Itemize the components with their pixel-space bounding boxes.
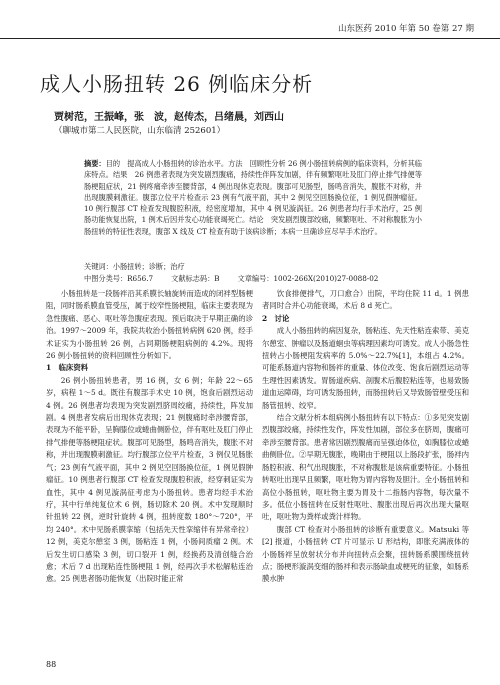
article-meta bbox=[84, 261, 422, 284]
body-paragraph: 小肠扭转是一段肠袢沿其系膜长轴旋转而造成的闭袢型肠梗阻，同时肠系膜血管受压，属于绞窄性肠梗阻，临床主要表现为急性腹痛、恶心、呕吐等急腹症表现。预后取决于早期正确的诊治。1997～2009 年，我院共收治小肠扭转病例 620 例，经手术证实为小肠扭转 26 例，占同期肠梗阻病例的 4.2%。现将 26 例小肠扭转的资料回顾性分析如下。 bbox=[46, 289, 253, 361]
body-paragraph: 结合文献分析本组病例小肠扭转有以下特点：①多见突发剧烈腹部绞痛，持续性发作，阵发性加剧，部位多在脐周，腹痛可牵涉至腰背部。患者常因剧烈腹痛而呈强迫体位，如胸膝位或蜷曲侧卧位。②早期无腹胀，晚期由于梗阻以上肠段扩张，肠袢内肠腔积液、积气出现腹胀，不对称腹胀是该病重要特征。小肠扭转呕吐出现早且频繁，呕吐物为胃内容物及胆汁。全小肠扭转和高位小肠扭转，呕吐物主要为胃及十二指肠内容物，每次量不多。低位小肠扭转在反射性呕吐、腹胀出现后再次出现大量呕吐，呕吐物为粪样或粪汁样物。 bbox=[262, 413, 469, 522]
abstract-label: 摘要： bbox=[84, 159, 106, 168]
clc-number: 中图分类号：R656.7 bbox=[84, 273, 154, 283]
doc-code: 文献标志码：B bbox=[171, 273, 220, 283]
article-title: 成人小肠扭转 26 例临床分析 bbox=[40, 72, 314, 96]
body-paragraph: 腹部 CT 检查对小肠扭转的诊断有重要意义。Matsuki 等[2] 报道，小肠扭转 CT 片可显示 U 形结构，即胀充满液体的小肠肠袢呈放射状分布并向扭转点会聚，扭转肠系膜围绕扭转点；肠梗形漩涡变细的肠袢和表示肠缺血或梗死的征象，如肠系膜水肿 bbox=[262, 524, 469, 584]
article-number: 文章编号：1002-266X(2010)27-0088-02 bbox=[237, 273, 379, 283]
body-right-column bbox=[262, 288, 469, 586]
section-heading: 1 临床资料 bbox=[46, 363, 89, 373]
journal-header bbox=[0, 22, 500, 39]
classification-row bbox=[84, 273, 422, 285]
keywords: 关键词：小肠扭转；诊断；治疗 bbox=[84, 262, 185, 271]
body-left-column bbox=[46, 288, 253, 586]
authors: 贾树范，王振峰，张 波，赵传杰，吕绪晨，刘西山 bbox=[54, 112, 284, 123]
abstract bbox=[84, 158, 422, 237]
affiliation: （聊城市第二人民医院，山东临清 252601） bbox=[54, 126, 226, 136]
page-number: 88 bbox=[46, 660, 57, 669]
body-paragraph: 26 例小肠扭转患者，男 16 例，女 6 例；年龄 22～65 岁，病程 1～5 d。既往有腹部手术史 10 例，饱食后剧烈运动 4 例。26 例患者均表现为突发剧烈脐周绞痛，持续性，阵发加剧。4 例患者发病后出现休克表现；21 例腹痛时牵涉腰背部，表现为不能平卧，呈胸膝位或蜷曲侧卧位，伴有呕吐及肛门停止排气排便等肠梗阻症状。腹部可见肠型，肠鸣音消失，腹胀不对称，并出现腹膜刺激征。均行腹部立位平片检查，3 例仅见肠胀气；23 例有气液平面，其中 2 例见空回肠换位征，1 例见假肿瘤征。10 例患者行腹部 CT 检查发现腹腔积液，经穿刺证实为血性，其中 4 例见漩涡征考虑为小肠扭转。患者均经手术治疗，其中行单纯复位术 6 例，肠切除术 20 例。术中发现顺时针扭转 22 例，逆时针旋转 4 例，扭转度数 180°～720°，平均 240°。术中见肠系膜挛缩（包括先天性挛缩伴有异常牵拉）12 例，美克尔憩室 3 例，肠粘连 1 例，小肠间质瘤 2 例。术后发生切口感染 3 例，切口裂开 1 例，经换药及清创缝合治愈；术后 7 d 出现粘连性肠梗阻 1 例，经再次手术松解粘连治愈。25 例患者肠功能恢复（出院时能正常 bbox=[46, 375, 253, 584]
journal-info: 山东医药 2010 年第 50 卷第 27 期 bbox=[338, 24, 474, 34]
abstract-text: 目的 提高成人小肠扭转的诊治水平。方法 回顾性分析 26 例小肠扭转病例的临床资料，分析其临床特点。结果 26 例患者表现为突发剧烈腹痛，持续性伴阵发加剧，伴有频繁呕吐及肛门停止排气排便等肠梗阻症状，21 例疼痛牵涉至腰背部，4 例出现休克表现。腹部可见肠型，肠鸣音消失，腹胀不对称，并出现腹膜刺激征。腹部立位平片检查示 23 例有气液平面，其中 2 例见空回肠换位征，1 例见假肿瘤征。10 例行腹部 CT 检查发现腹腔积液，经密度增加，其中 4 例见漩涡征。26 例患者均行手术治疗，25 例肠功能恢复出院，1 例术后因并发心功能衰竭死亡。结论 突发剧烈腹部绞痛，频繁呕吐、不对称腹胀为小肠扭转的特征性表现，腹部 X 线及 CT 检查有助于该病诊断；本病一旦确诊应尽早手术治疗。 bbox=[84, 159, 422, 236]
section-heading: 2 讨论 bbox=[262, 313, 290, 323]
body-paragraph: 饮食排便排气，刀口愈合）出院，平均住院 11 d。1 例患者同时合并心功能衰竭，术后 8 d 死亡。 bbox=[262, 289, 469, 311]
body-paragraph: 成人小肠扭转的病因复杂，肠粘连、先天性粘连索带、美克尔憩室、肿瘤以及肠道蛔虫等病理因素均可诱发。成人小肠急性扭转占小肠梗阻发病率的 5.0%～22.7%[1]，本组占 4.2%。可能系肠道内容物和肠袢的重量、体位改变、饱食后剧烈运动等生理性因素诱发。胃肠道疾病、剖腹术后腹腔粘连等，也易致肠道血运障碍，均可诱发肠扭转，而肠扭转后又导致肠管壁受压和肠管扭转、绞窄。 bbox=[262, 326, 469, 410]
